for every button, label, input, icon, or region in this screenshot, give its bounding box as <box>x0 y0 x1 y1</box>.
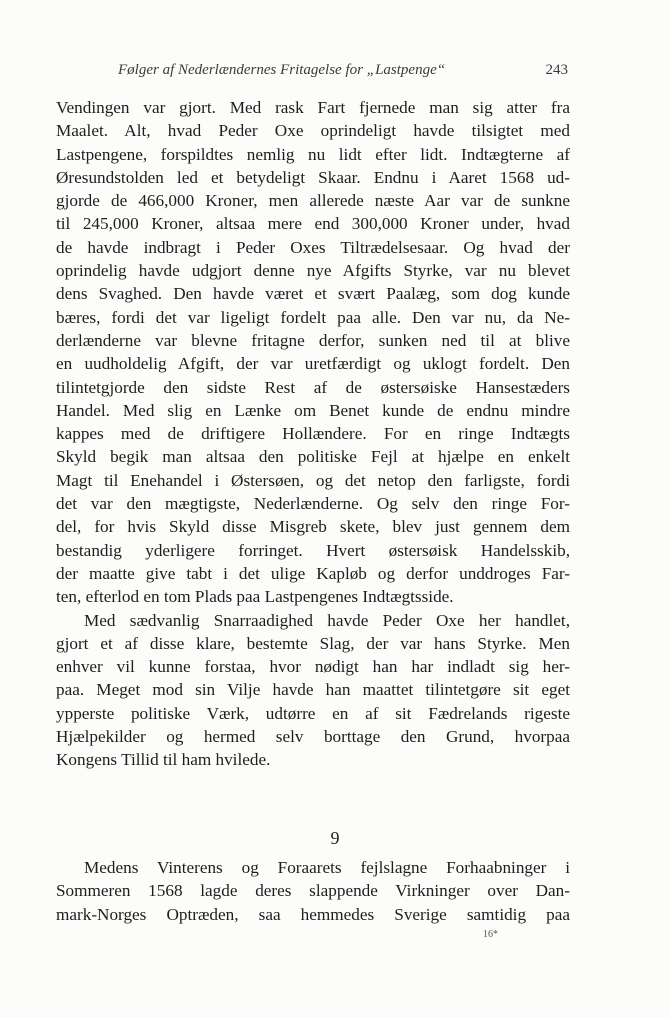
text-line: bestandig yderligere forringet. Hvert østersøisk Handelsskib, <box>56 540 570 560</box>
text-line: derlænderne var blevne fritagne derfor, sunken ned til at blive <box>56 330 570 350</box>
text-line: Lastpengene, forspildtes nemlig nu lidt efter lidt. Indtægterne af <box>56 144 570 164</box>
text-line: ypperste politiske Værk, udtørre en af sit Fædrelands rigeste <box>56 703 570 723</box>
text-line: Handel. Med slig en Lænke om Benet kunde de endnu mindre <box>56 400 570 420</box>
paragraphs <box>56 96 570 772</box>
text-line: enhver vil kunne forstaa, hvor nødigt han har indladt sig her- <box>56 657 570 677</box>
running-title: Følger af Nederlændernes Fritagelse for „Lastpenge“ <box>118 62 446 78</box>
text-line: tilintetgjorde den sidste Rest af de østersøiske Hansestæders <box>56 377 570 397</box>
text-line: Maalet. Alt, hvad Peder Oxe oprindeligt havde tilsigtet med <box>56 121 570 141</box>
text-line: dens Svaghed. Den havde været et svært Paalæg, som dog kunde <box>56 284 570 304</box>
text-line: Vendingen var gjort. Med rask Fart fjernede man sig atter fra <box>56 98 570 117</box>
main-text <box>56 96 570 772</box>
text-line: bæres, fordi det var ligeligt fordelt paa alle. Den var nu, da Ne- <box>56 307 570 327</box>
text-line: de havde indbragt i Peder Oxes Tiltrædelsesaar. Og hvad der <box>56 237 570 257</box>
text-line: paa. Meget mod sin Vilje havde han maattet tilintetgøre sit eget <box>56 680 570 700</box>
text-line: Med sædvanlig Snarraadighed havde Peder Oxe her handlet, <box>84 610 570 630</box>
page-number: 243 <box>545 62 568 78</box>
text-line: Medens Vinterens og Foraarets fejlslagne Forhaabninger i <box>84 858 570 877</box>
text-line: del, for hvis Skyld disse Misgreb skete, blev just gennem dem <box>56 517 570 537</box>
text-line: Kongens Tillid til ham hvilede. <box>56 750 271 770</box>
text-line: gjorde de 466,000 Kroner, men allerede næste Aar var de sunkne <box>56 191 570 211</box>
section-text <box>56 856 570 926</box>
text-line: ten, efterlod en tom Plads paa Lastpengenes Indtægtsside. <box>56 587 454 607</box>
text-line: Hjælpekilder og hermed selv borttage den Grund, hvorpaa <box>56 727 570 747</box>
text-line: Magt til Enehandel i Østersøen, og det netop den farligste, fordi <box>56 470 570 490</box>
text-line: Øresundstolden led et betydeligt Skaar. Endnu i Aaret 1568 ud- <box>56 167 570 187</box>
text-line: Sommeren 1568 lagde deres slappende Virkninger over Dan- <box>56 881 570 901</box>
text-line: der maatte give tabt i det ulige Kapløb og derfor unddroges Far- <box>56 563 570 583</box>
text-line: en uudholdelig Afgift, der var uretfærdigt og uklogt fordelt. Den <box>56 354 570 374</box>
text-line: til 245,000 Kroner, altsaa mere end 300,000 Kroner under, hvad <box>56 214 570 234</box>
printer-signature-mark: 16* <box>483 929 498 940</box>
text-line: det var den mægtigste, Nederlænderne. Og selv den ringe For- <box>56 494 570 514</box>
text-line: Skyld begik man altsaa den politiske Fejl at hjælpe en enkelt <box>56 447 570 467</box>
text-line: kappes med de driftigere Hollændere. For en ringe Indtægts <box>56 424 570 444</box>
text-line: oprindelig havde udgjort denne nye Afgifts Styrke, var nu blevet <box>56 261 570 281</box>
text-line: mark-Norges Optræden, saa hemmedes Sverige samtidig paa <box>56 904 570 924</box>
text-line: gjort et af disse klare, bestemte Slag, der var hans Styrke. Men <box>56 633 570 653</box>
running-header <box>118 62 568 84</box>
section-number: 9 <box>330 828 340 848</box>
